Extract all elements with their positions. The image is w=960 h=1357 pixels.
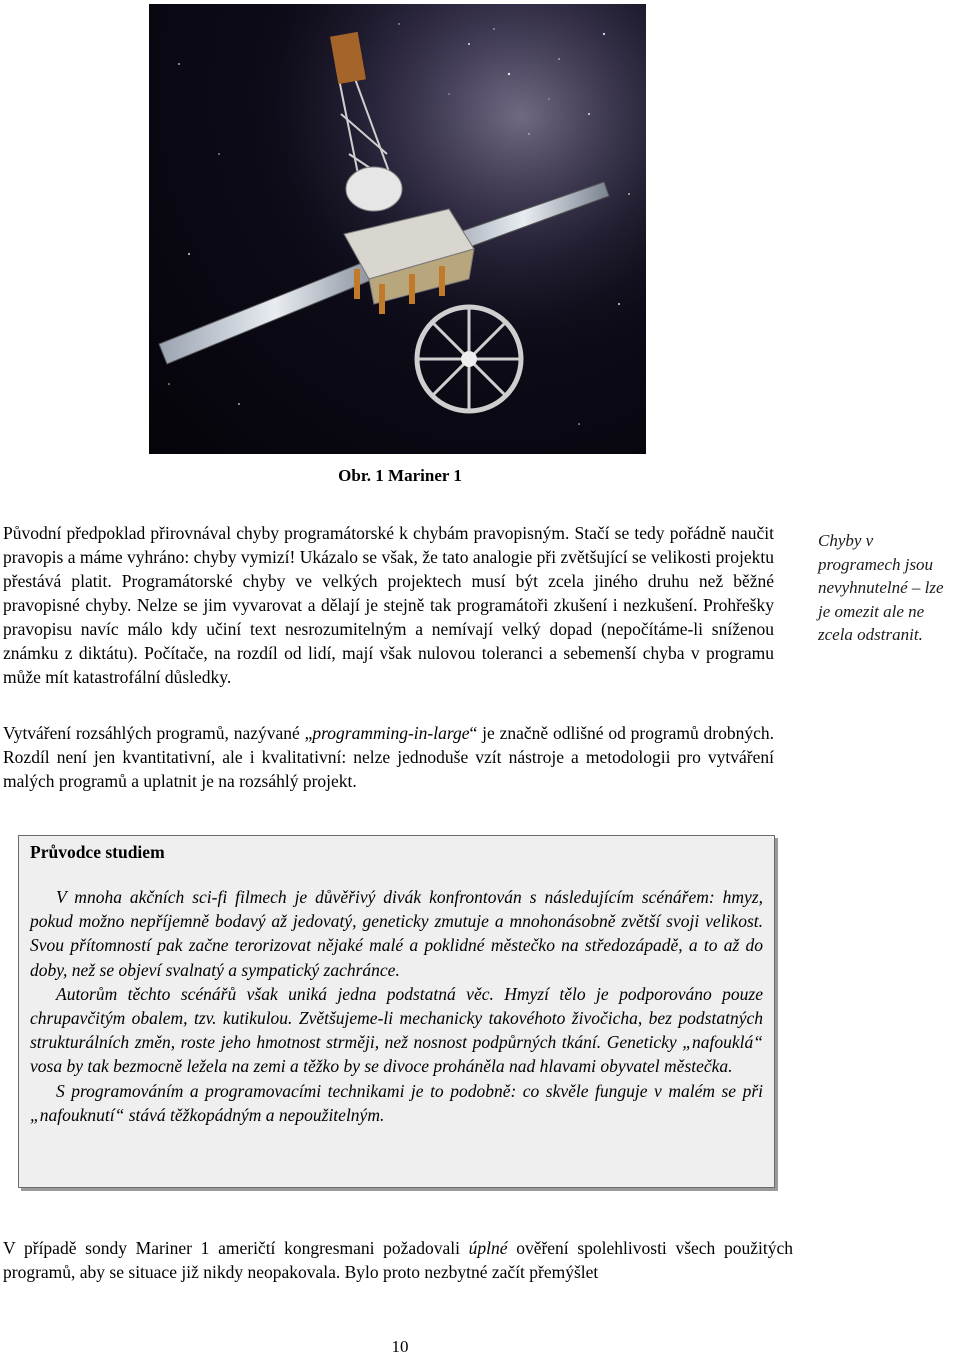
paragraph-3-text-b: ověření spolehlivosti všech použitých programů, aby se situace již nikdy neopakovala. Bylo proto nezbytné začít přemýšlet — [3, 1238, 793, 1282]
paragraph-3 — [3, 1236, 793, 1284]
paragraph-2 — [3, 721, 774, 793]
paragraph-2-text-a: Vytváření rozsáhlých programů, nazývané „ — [3, 723, 313, 743]
study-guide-paragraph: S programováním a programovacími technikami je to podobně: co skvěle funguje v malém se při „nafouknutí“ stává těžkopádným a nepoužitelným. — [30, 1080, 763, 1125]
page-number: 10 — [391, 1337, 409, 1356]
study-guide-title: Průvodce studiem — [30, 842, 165, 862]
figure-caption: Obr. 1 Mariner 1 — [338, 466, 462, 485]
mariner-spacecraft-illustration — [149, 4, 646, 454]
study-guide-paragraph: Autorům těchto scénářů však uniká jedna podstatná věc. Hmyzí tělo je podporováno pouze chrupavčitým obalem, tzv. kutikulou. Zvětšujeme-li mechanicky takovéhoto živočicha, bez podstatných strukturálních změn, roste jeho hmotnost strměji, než nosnost podpůrných tkání. Geneticky „nafouklá“ vosa by tak bezmocně ležela na zemi a těžko by se divoce proháněla nad hlavami obyvatel městečka. — [30, 983, 763, 1077]
study-guide-body — [30, 885, 763, 1127]
paragraph-3-emphasis: úplné — [468, 1238, 508, 1258]
margin-note: Chyby v programech jsou nevyhnutelné – lze je omezit ale ne zcela odstranit. — [818, 531, 944, 644]
paragraph-2-text-b: “ je značně odlišné od programů drobných. Rozdíl není jen kvantitativní, ale i kvalitativní: nelze jednoduše vzít nástroje a metodologii pro vytváření malých programů a uplatnit je na rozsáhlý projekt. — [3, 723, 774, 791]
paragraph-1: Původní předpoklad přirovnával chyby programátorské k chybám pravopisným. Stačí se tedy pořádně naučit pravopis a máme vyhráno: chyby vymizí! Ukázalo se však, že tato analogie při zvětšující se velikosti projektu přestává platit. Programátorské chyby ve velkých projektech musí být zcela jiného druhu než běžné pravopisné chyby. Nelze se jim vyvarovat a dělají je stejně tak programátoři zkušení i nezkušení. Prohřešky pravopisu navíc málo kdy učiní text nesrozumitelným a nemívají velký dopad (nepočítáme-li sníženou známku z diktátu). Počítače, na rozdíl od lidí, mají však nulovou toleranci a sebemenší chyba v programu může mít katastrofální důsledky. — [3, 523, 774, 687]
mariner-photo — [149, 4, 646, 454]
study-guide-paragraph: V mnoha akčních sci-fi filmech je důvěřivý divák konfrontován s následujícím scénářem: hmyz, pokud možno nepříjemně bodavý až jedovatý, geneticky zmutuje a mnohonásobně zvětší svoji velikost. Svou přítomností pak začne terorizovat nějaké malé a poklidné městečko na středozápadě, a to až do doby, než se objeví svalnatý a sympatický zachránce. — [30, 887, 763, 980]
study-guide-box — [18, 835, 775, 1188]
paragraph-3-text-a: V případě sondy Mariner 1 američtí kongresmani požadovali — [3, 1238, 469, 1258]
paragraph-2-emphasis: programming-in-large — [312, 723, 470, 743]
